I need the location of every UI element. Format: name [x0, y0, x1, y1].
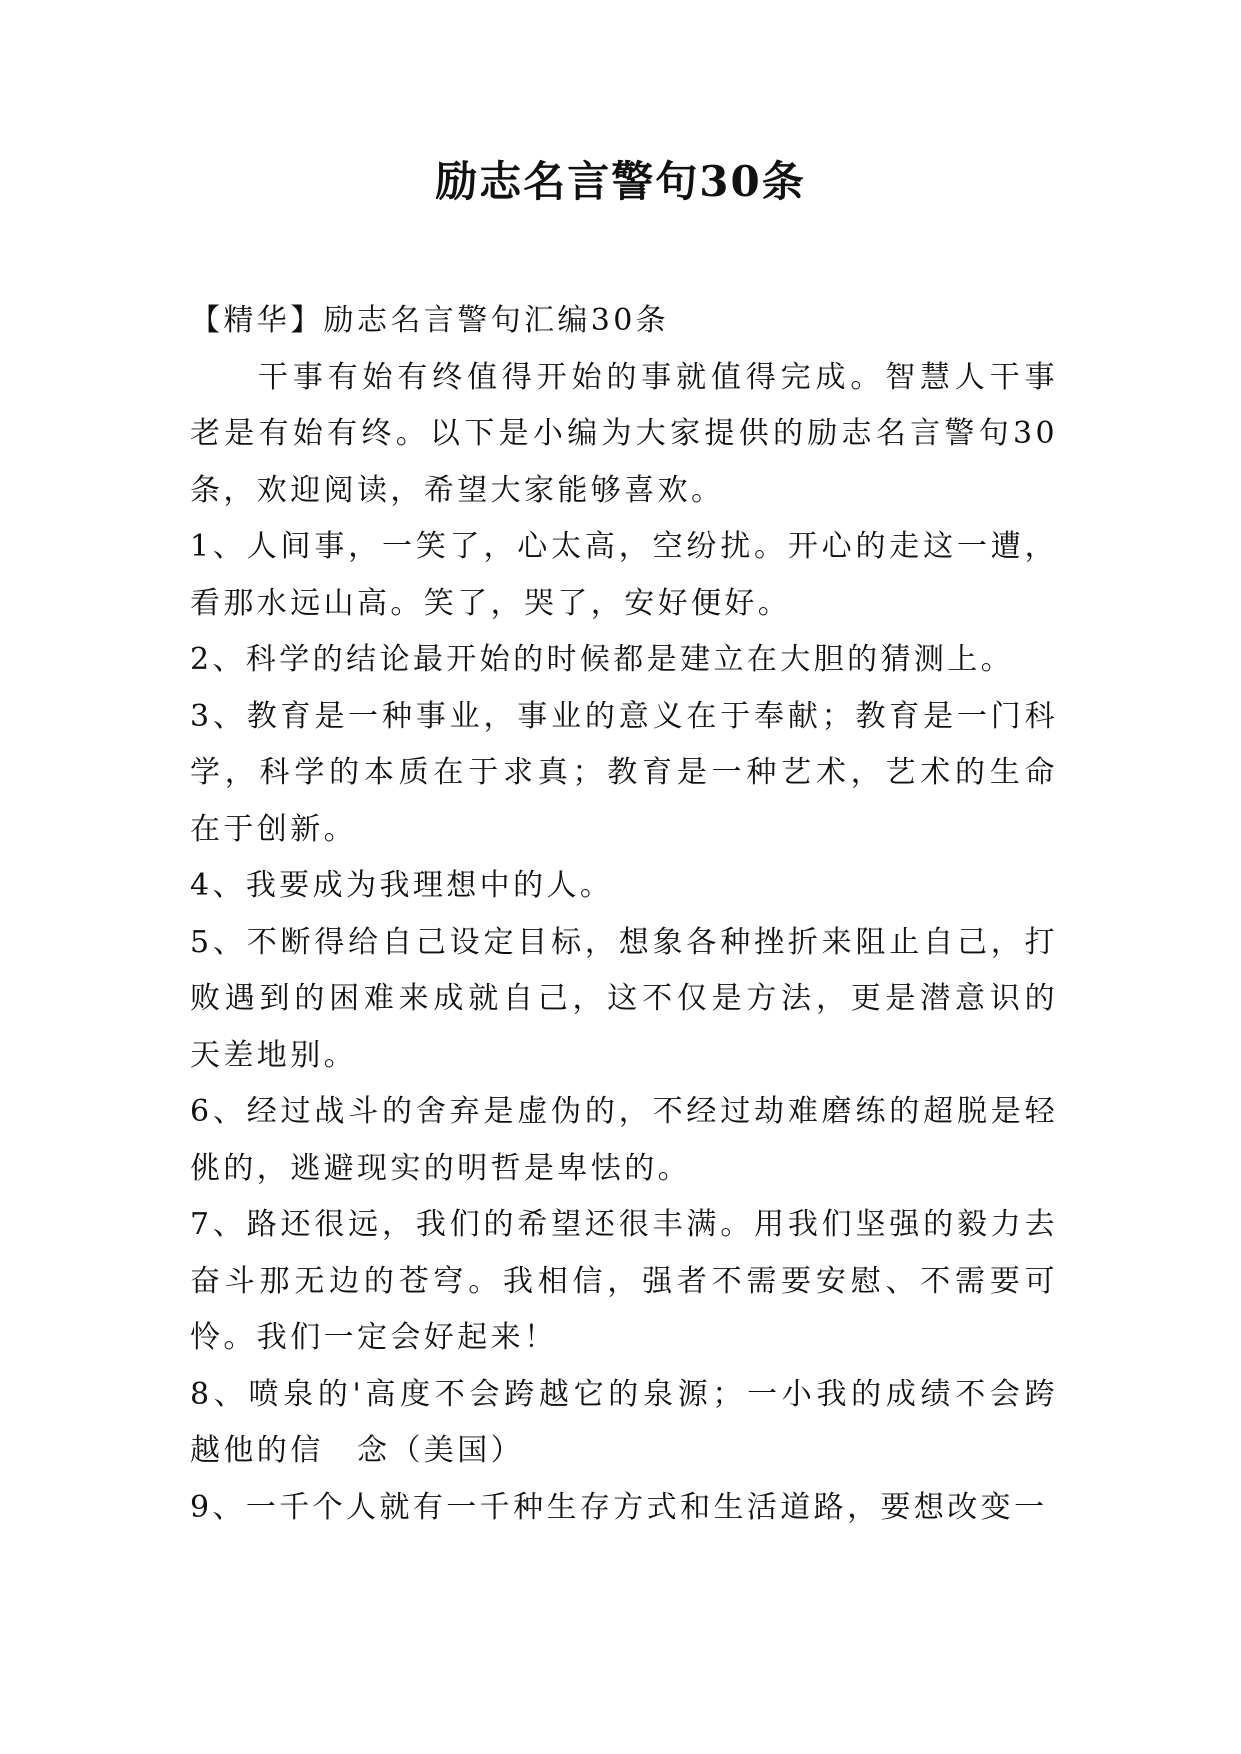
list-item: 9、一千个人就有一千种生存方式和生活道路，要想改变一	[190, 1489, 1048, 1525]
list-item: 6、经过战斗的舍弃是虚伪的，不经过劫难磨练的超脱是轻佻的，逃避现实的明哲是卑怯的。	[190, 1094, 1058, 1186]
list-item: 8、喷泉的'高度不会跨越它的泉源；一小我的成绩不会跨越他的信 念（美国）	[190, 1376, 1058, 1468]
list-item: 7、路还很远，我们的希望还很丰满。用我们坚强的毅力去奋斗那无边的苍穹。我相信，强者不需要安慰、不需要可怜。我们一定会好起来！	[190, 1207, 1058, 1355]
document-title: 励志名言警句30条	[435, 157, 806, 206]
list-item: 5、不断得给自己设定目标，想象各种挫折来阻止自己，打败遇到的困难来成就自己，这不仅是方法，更是潜意识的天差地别。	[190, 924, 1058, 1073]
list-item: 1、人间事，一笑了，心太高，空纷扰。开心的走这一遭，看那水远山高。笑了，哭了，安好便好。	[190, 529, 1058, 621]
list-item: 3、教育是一种事业，事业的意义在于奉献；教育是一门科学，科学的本质在于求真；教育是一种艺术，艺术的生命在于创新。	[190, 698, 1058, 847]
intro-paragraph: 干事有始有终值得开始的事就值得完成。智慧人干事老是有始有终。以下是小编为大家提供的励志名言警句30条，欢迎阅读，希望大家能够喜欢。	[190, 359, 1058, 508]
subtitle-paragraph: 【精华】励志名言警句汇编30条	[190, 303, 670, 338]
document-body	[190, 293, 1058, 1536]
list-item: 2、科学的结论最开始的时候都是建立在大胆的猜测上。	[190, 642, 1015, 677]
list-item: 4、我要成为我理想中的人。	[190, 868, 614, 903]
